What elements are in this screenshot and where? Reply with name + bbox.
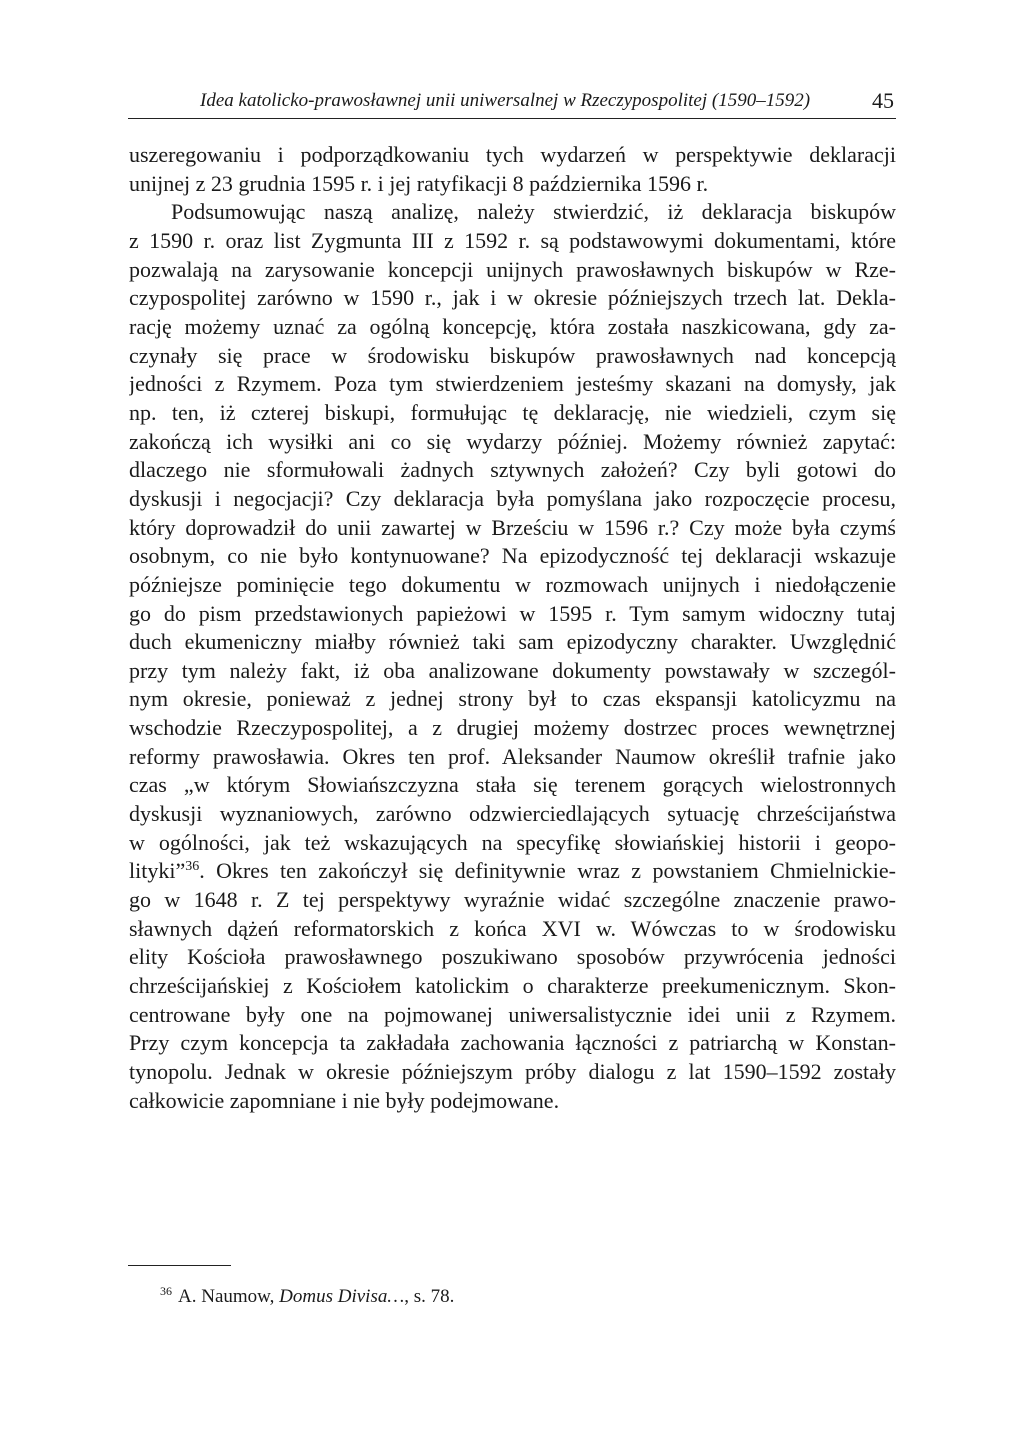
text-line: sławnych dążeń reformatorskich z końca XVI w. Wówczas to w środowisku <box>129 915 896 941</box>
text-line: który doprowadził do unii zawartej w Brześciu w 1596 r.? Czy może była czymś <box>129 514 896 540</box>
text-line: np. ten, iż czterej biskupi, formułując tę deklarację, nie wiedzieli, czym się <box>129 399 896 425</box>
footnote-reference[interactable]: 36 <box>185 859 200 875</box>
text-line: całkowicie zapomniane i nie były podejmowane. <box>129 1087 560 1113</box>
text-line: Przy czym koncepcja ta zakładała zachowania łączności z patriarchą w Konstan- <box>129 1030 896 1056</box>
text-line: rację możemy uznać za ogólną koncepcję, która została naszkicowana, gdy za- <box>129 313 896 339</box>
text-line: czas „w którym Słowiańszczyzna stała się terenem gorących wielostronnych <box>129 772 896 798</box>
text-line: zakończą ich wysiłki ani co się wydarzy później. Możemy również zapytać: <box>129 428 896 454</box>
text-line: czypospolitej zarówno w 1590 r., jak i w okresie późniejszych trzech lat. Dekla- <box>129 285 896 311</box>
footnote-page: , s. 78. <box>404 1286 455 1307</box>
text-line: go do pism przedstawionych papieżowi w 1595 r. Tym samym widoczny tutaj <box>129 600 896 626</box>
text-line: dlaczego nie sformułowali żadnych sztywnych założeń? Czy byli gotowi do <box>129 457 896 483</box>
running-header <box>128 88 896 119</box>
body-text <box>129 141 896 1115</box>
footnote <box>160 1286 454 1308</box>
footnote-divider <box>128 1265 231 1266</box>
text-line: tynopolu. Jednak w okresie późniejszym próby dialogu z lat 1590–1592 zostały <box>129 1059 896 1084</box>
text-line: dyskusji wyznaniowych, zarówno odzwierciedlających sytuację chrześcijaństwa <box>129 801 896 827</box>
text-line: duch ekumeniczny miałby również taki sam epizodyczny charakter. Uwzględnić <box>129 629 896 655</box>
text-line: reformy prawosławia. Okres ten prof. Aleksander Naumow określił trafnie jako <box>129 743 896 769</box>
text-line: nym okresie, ponieważ z jednej strony był to czas ekspansji katolicyzmu na <box>129 686 896 712</box>
text-line: osobnym, co nie było kontynuowane? Na epizodyczność tej deklaracji wskazuje <box>129 543 896 569</box>
text-line: elity Kościoła prawosławnego poszukiwano sposobów przywrócenia jedności <box>129 944 896 970</box>
text-line: przy tym należy fakt, iż oba analizowane dokumenty powstawały w szczegól- <box>129 657 896 683</box>
text-line: go w 1648 r. Z tej perspektywy wyraźnie widać szczególne znaczenie prawo- <box>129 887 896 913</box>
running-header-title: Idea katolicko-prawosławnej unii uniwersalnej w Rzeczypospolitej (1590–1592) <box>200 90 811 111</box>
text-line: dyskusji i negocjacji? Czy deklaracja była pomyślana jako rozpoczęcie procesu, <box>129 485 896 511</box>
text-line: unijnej z 23 grudnia 1595 r. i jej ratyfikacji 8 października 1596 r. <box>129 170 709 196</box>
text-line: uszeregowaniu i podporządkowaniu tych wydarzeń w perspektywie deklaracji <box>129 142 896 167</box>
text-line: czynały się prace w środowisku biskupów prawosławnych nad koncepcją <box>129 342 896 368</box>
text-line: z 1590 r. oraz list Zygmunta III z 1592 r. są podstawowymi dokumentami, które <box>129 227 896 253</box>
text-line: w ogólności, jak też wskazujących na specyfikę słowiańskiej historii i geopo- <box>129 829 896 855</box>
text-line: wschodzie Rzeczypospolitej, a z drugiej możemy dostrzec proces wewnętrznej <box>129 715 896 741</box>
text-line-end: . Okres ten zakończył się definitywnie wraz z powstaniem Chmielnickie- <box>199 858 896 884</box>
footnote-author: A. Naumow, <box>178 1286 275 1307</box>
text-line: pozwalają na zarysowanie koncepcji unijnych prawosławnych biskupów w Rze- <box>129 256 896 282</box>
footnote-work-title: Domus Divisa… <box>279 1286 405 1307</box>
text-line: centrowane były one na pojmowanej uniwersalistycznie idei unii z Rzymem. <box>129 1001 896 1027</box>
text-line: jedności z Rzymem. Poza tym stwierdzeniem jesteśmy skazani na domysły, jak <box>129 371 896 397</box>
page-number: 45 <box>872 88 894 113</box>
text-line: chrześcijańskiej z Kościołem katolickim o charakterze preekumenicznym. Skon- <box>129 973 896 999</box>
text-line-with-footnote <box>129 857 896 886</box>
text-line-start: lityki” <box>129 858 186 884</box>
footnote-number: 36 <box>160 1284 172 1298</box>
text-line: późniejsze pominięcie tego dokumentu w rozmowach unijnych i niedołączenie <box>129 571 896 597</box>
text-line: Podsumowując naszą analizę, należy stwierdzić, iż deklaracja biskupów <box>171 199 896 225</box>
